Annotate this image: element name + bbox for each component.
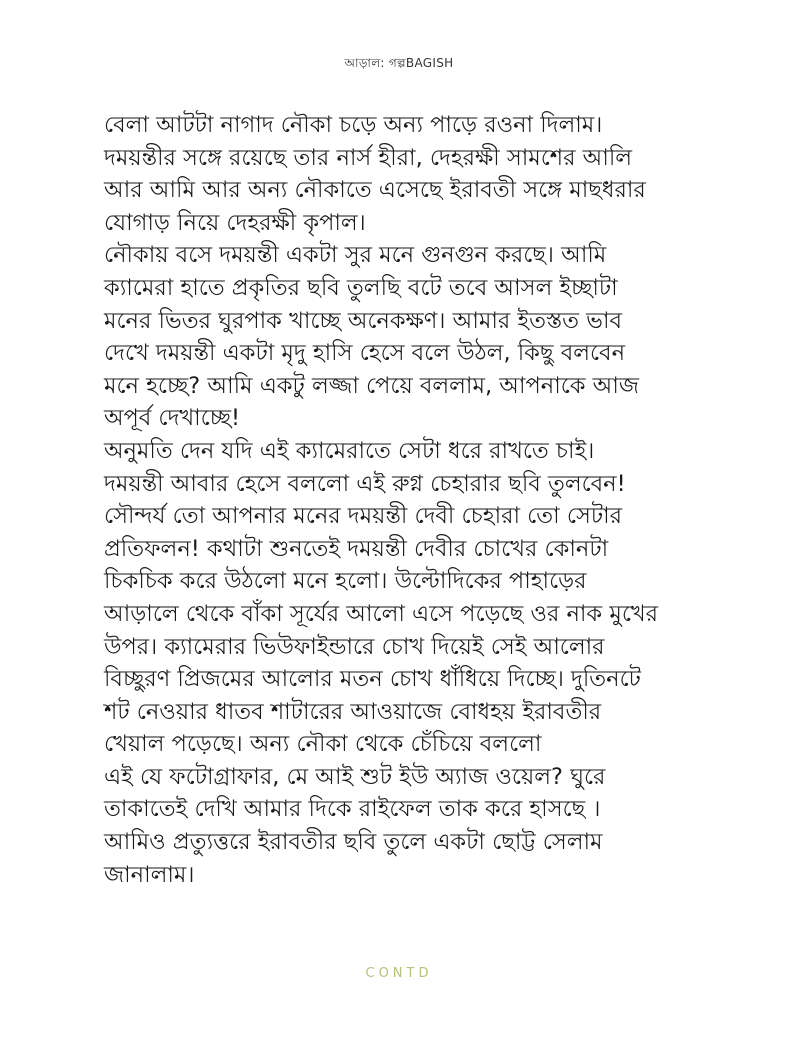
story-line: উপর। ক্যামেরার ভিউফাইন্ডারে চোখ দিয়েই সেই আলোর xyxy=(104,633,605,660)
story-line: সৌন্দর্য তো আপনার মনের দময়ন্তী দেবী চেহারা তো সেটার xyxy=(104,503,623,530)
continued-label: CONTD xyxy=(365,966,433,981)
story-line: খেয়াল পড়েছে। অন্য নৌকা থেকে চেঁচিয়ে বললো xyxy=(104,731,542,758)
story-line: দময়ন্তীর সঙ্গে রয়েছে তার নার্স হীরা, দেহরক্ষী সামশের আলি xyxy=(104,144,633,171)
story-line: অনুমতি দেন যদি এই ক্যামেরাতে সেটা ধরে রাখতে চাই। xyxy=(104,437,595,464)
story-line: আর আমি আর অন্য নৌকাতে এসেছে ইরাবতী সঙ্গে মাছধরার xyxy=(104,177,646,204)
story-line: তাকাতেই দেখি আমার দিকে রাইফেল তাক করে হাসছে । xyxy=(104,796,601,823)
story-line: অপূর্ব দেখাচ্ছে! xyxy=(104,405,241,432)
story-line: চিকচিক করে উঠলো মনে হলো। উল্টোদিকের পাহাড়ের xyxy=(104,568,587,595)
story-body xyxy=(104,109,694,891)
story-line: দেখে দময়ন্তী একটা মৃদু হাসি হেসে বলে উঠল, কিছু বলবেন xyxy=(104,340,625,367)
story-line: দময়ন্তী আবার হেসে বললো এই রুগ্ন চেহারার ছবি তুলবেন! xyxy=(104,470,626,497)
story-line: বিচ্ছুরণ প্রিজমের আলোর মতন চোখ ধাঁধিয়ে দিচ্ছে। দুতিনটে xyxy=(104,666,641,693)
story-line: ক্যামেরা হাতে প্রকৃতির ছবি তুলছি বটে তবে আসল ইচ্ছাটা xyxy=(104,274,618,301)
story-line: শট নেওয়ার ধাতব শাটারের আওয়াজে বোধহয় ইরাবতীর xyxy=(104,698,602,725)
story-line: জানালাম। xyxy=(104,861,195,888)
story-line: মনের ভিতর ঘুরপাক খাচ্ছে অনেকক্ষণ। আমার ইতস্তত ভাব xyxy=(104,307,622,334)
story-line: আড়ালে থেকে বাঁকা সূর্যের আলো এসে পড়েছে ওর নাক মুখের xyxy=(104,600,659,627)
story-line: আমিও প্রত্যুত্তরে ইরাবতীর ছবি তুলে একটা ছোট্ট সেলাম xyxy=(104,829,603,856)
page-header: আড়াল: গল্পBAGISH xyxy=(344,56,454,70)
story-line: যোগাড় নিয়ে দেহরক্ষী কৃপাল। xyxy=(104,209,366,236)
story-line: বেলা আটটা নাগাদ নৌকা চড়ে অন্য পাড়ে রওনা দিলাম। xyxy=(104,112,603,138)
story-line: এই যে ফটোগ্রাফার, মে আই শুট ইউ অ্যাজ ওয়েল? ঘুরে xyxy=(104,763,606,790)
story-line: প্রতিফলন! কথাটা শুনতেই দময়ন্তী দেবীর চোখের কোনটা xyxy=(104,535,609,562)
story-line: মনে হচ্ছে? আমি একটু লজ্জা পেয়ে বললাম, আপনাকে আজ xyxy=(104,372,640,399)
story-line: নৌকায় বসে দময়ন্তী একটা সুর মনে গুনগুন করছে। আমি xyxy=(104,242,607,269)
